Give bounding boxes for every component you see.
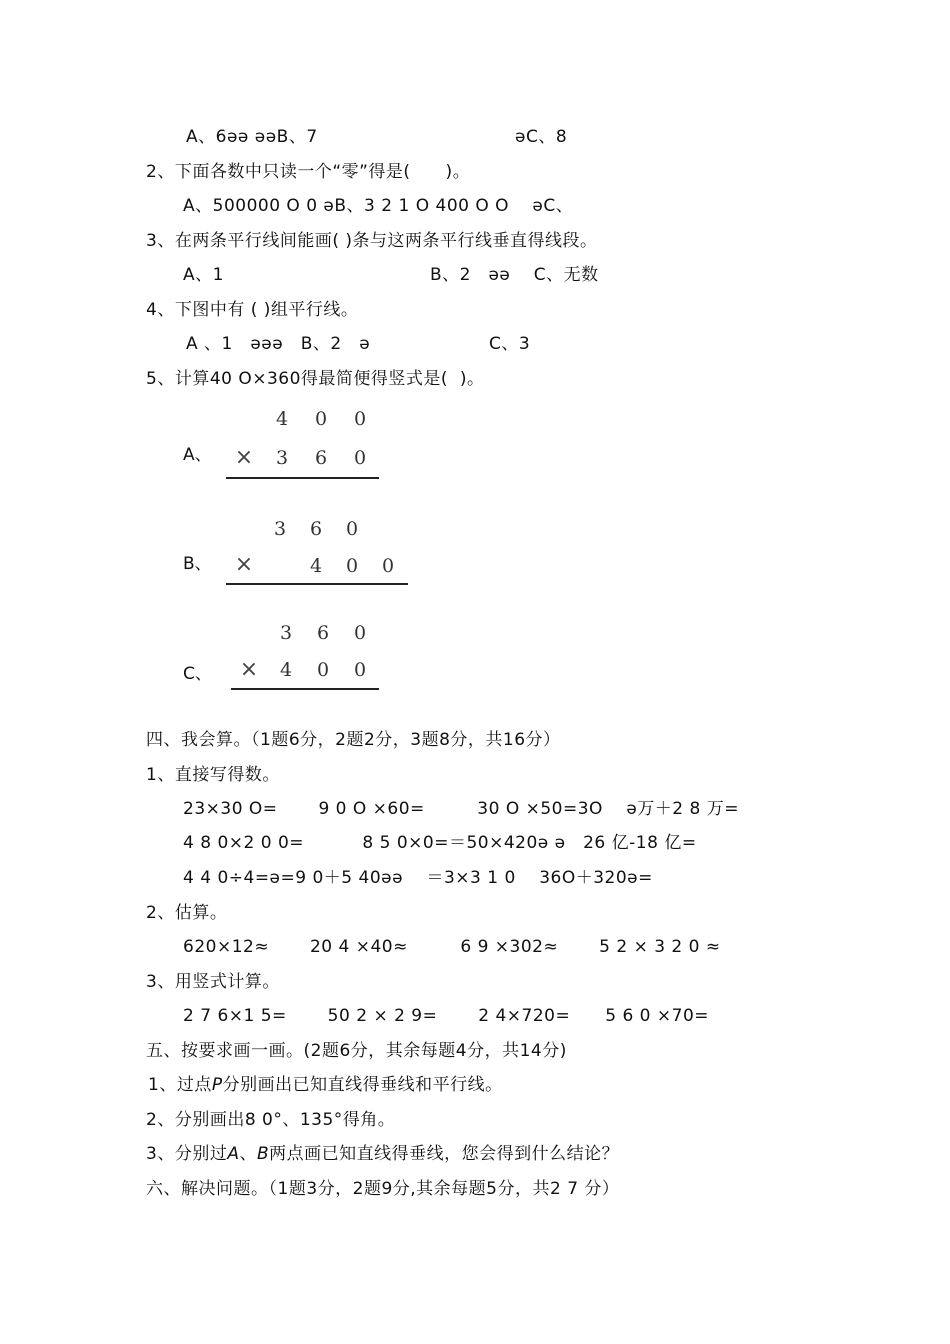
option-c-bottom-digit: 4 [279, 659, 293, 681]
option-a-bottom-digit: 6 [314, 447, 328, 469]
section-5-item-2: 2、分别画出8 0°、135°得角。 [146, 1110, 396, 1130]
option-a-top-digit: 0 [314, 408, 328, 430]
option-b-underline [226, 583, 408, 585]
option-b-bottom-digit: 0 [345, 555, 359, 577]
option-b-bottom-digit: 0 [381, 555, 395, 577]
section-4-heading: 四、我会算。（1题6分，2题2分，3题8分，共16分） [146, 730, 561, 750]
option-a-top-digit: 4 [275, 408, 289, 430]
point-a: A [227, 1144, 240, 1164]
question-3-option-a: A、1 [183, 265, 224, 285]
question-2-options: A、500000 O 0 ǝB、3 2 1 O 400 O O ǝC、 [183, 196, 574, 216]
option-b-top-digit: 0 [345, 518, 359, 540]
question-5: 5、计算40 O×360得最简便得竖式是( )。 [146, 369, 485, 389]
estimate-row: 620×12≈ 20 4 ×40≈ 6 9 ×302≈ 5 2 × 3 2 0 ≈ [183, 937, 721, 957]
option-c-label: C、 [183, 664, 212, 684]
question-4: 4、下图中有 ( )组平行线。 [146, 300, 359, 320]
option-a-bottom-digit: 0 [353, 447, 367, 469]
section-4-item-3: 3、用竖式计算。 [146, 972, 280, 992]
section-5-item-3-sep: 、 [239, 1144, 257, 1164]
section-4-item-2: 2、估算。 [146, 903, 228, 923]
option-b-times-sign: × [234, 552, 254, 577]
option-c-top-digit: 3 [279, 622, 293, 644]
section-4-item-1: 1、直接写得数。 [146, 765, 280, 785]
option-a-underline [226, 477, 379, 479]
option-b-top-digit: 6 [309, 518, 323, 540]
calc-row-1: 23×30 O= 9 0 O ×60= 30 O ×50=3O ǝ万＋2 8 万= [183, 799, 739, 819]
option-b-bottom-digit: 4 [309, 555, 323, 577]
option-c-underline [231, 688, 379, 690]
vertical-calc-row: 2 7 6×1 5= 50 2 × 2 9= 2 4×720= 5 6 0 ×70= [183, 1006, 710, 1026]
point-b: B [256, 1144, 270, 1164]
option-b-top-digit: 3 [273, 518, 287, 540]
calc-row-2: 4 8 0×2 0 0= 8 5 0×0=＝50×420ǝ ǝ 26 亿-18 亿= [183, 833, 697, 853]
option-a-top-digit: 0 [353, 408, 367, 430]
option-b-label: B、 [183, 554, 212, 574]
choice-line-1-c: ǝC、8 [515, 127, 568, 147]
option-c-bottom-digit: 0 [353, 659, 367, 681]
point-p: P [211, 1075, 223, 1095]
section-5-heading: 五、按要求画一画。(2题6分，其余每题4分，共14分) [146, 1041, 567, 1061]
section-5-item-1-text: 分别画出已知直线得垂线和平行线。 [222, 1075, 503, 1095]
question-3: 3、在两条平行线间能画( )条与这两条平行线垂直得线段。 [146, 231, 598, 251]
option-a-label: A、 [183, 445, 212, 465]
question-4-option-c: C、3 [489, 334, 531, 354]
section-5-item-3-prefix: 3、分别过 [146, 1144, 228, 1164]
calc-row-3: 4 4 0÷4=ǝ=9 0＋5 40ǝǝ ＝3×3 1 0 36O＋320ǝ= [183, 868, 653, 888]
option-c-times-sign: × [239, 657, 259, 682]
section-6-heading: 六、解决问题。（1题3分，2题9分,其余每题5分，共2 7 分） [146, 1179, 620, 1199]
section-5-item-3 [146, 1143, 619, 1165]
option-c-bottom-digit: 0 [316, 659, 330, 681]
question-2: 2、下面各数中只读一个“零”得是( )。 [146, 162, 471, 182]
choice-line-1: A、6ǝǝ ǝǝB、7 [186, 127, 318, 147]
option-c-top-digit: 0 [353, 622, 367, 644]
option-a-bottom-digit: 3 [275, 447, 289, 469]
question-3-options-bc: B、2 ǝǝ C、无数 [430, 265, 599, 285]
section-5-item-1-prefix: 1、过点 [148, 1075, 212, 1095]
option-a-times-sign: × [234, 445, 254, 470]
section-5-item-1 [148, 1074, 503, 1096]
option-c-top-digit: 6 [316, 622, 330, 644]
question-4-options-ab: A 、1 ǝǝǝ B、2 ǝ [186, 334, 371, 354]
section-5-item-3-text: 两点画已知直线得垂线，您会得到什么结论？ [269, 1144, 620, 1164]
